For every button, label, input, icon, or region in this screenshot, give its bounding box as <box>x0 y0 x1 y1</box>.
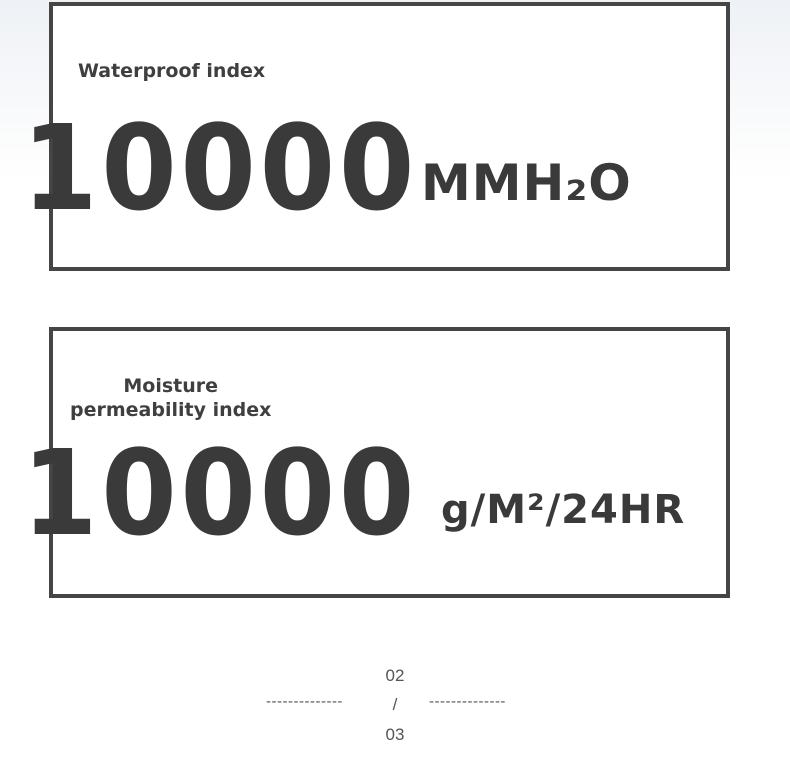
waterproof-unit: MMH₂O <box>421 154 632 212</box>
waterproof-value: 10000 <box>22 99 419 237</box>
page-total: 03 <box>385 725 405 744</box>
page-separator: / <box>392 695 398 714</box>
waterproof-label: Waterproof index <box>78 60 266 82</box>
moisture-unit: g/M²/24HR <box>441 487 686 533</box>
pager-dash-left: -------------- <box>266 693 343 710</box>
moisture-value: 10000 <box>22 424 419 562</box>
moisture-label-line2: permeability index <box>70 399 272 421</box>
moisture-label-line1: Moisture <box>123 375 219 397</box>
pager-dash-right: -------------- <box>429 693 506 710</box>
moisture-label <box>70 374 271 422</box>
page-current: 02 <box>385 666 405 685</box>
